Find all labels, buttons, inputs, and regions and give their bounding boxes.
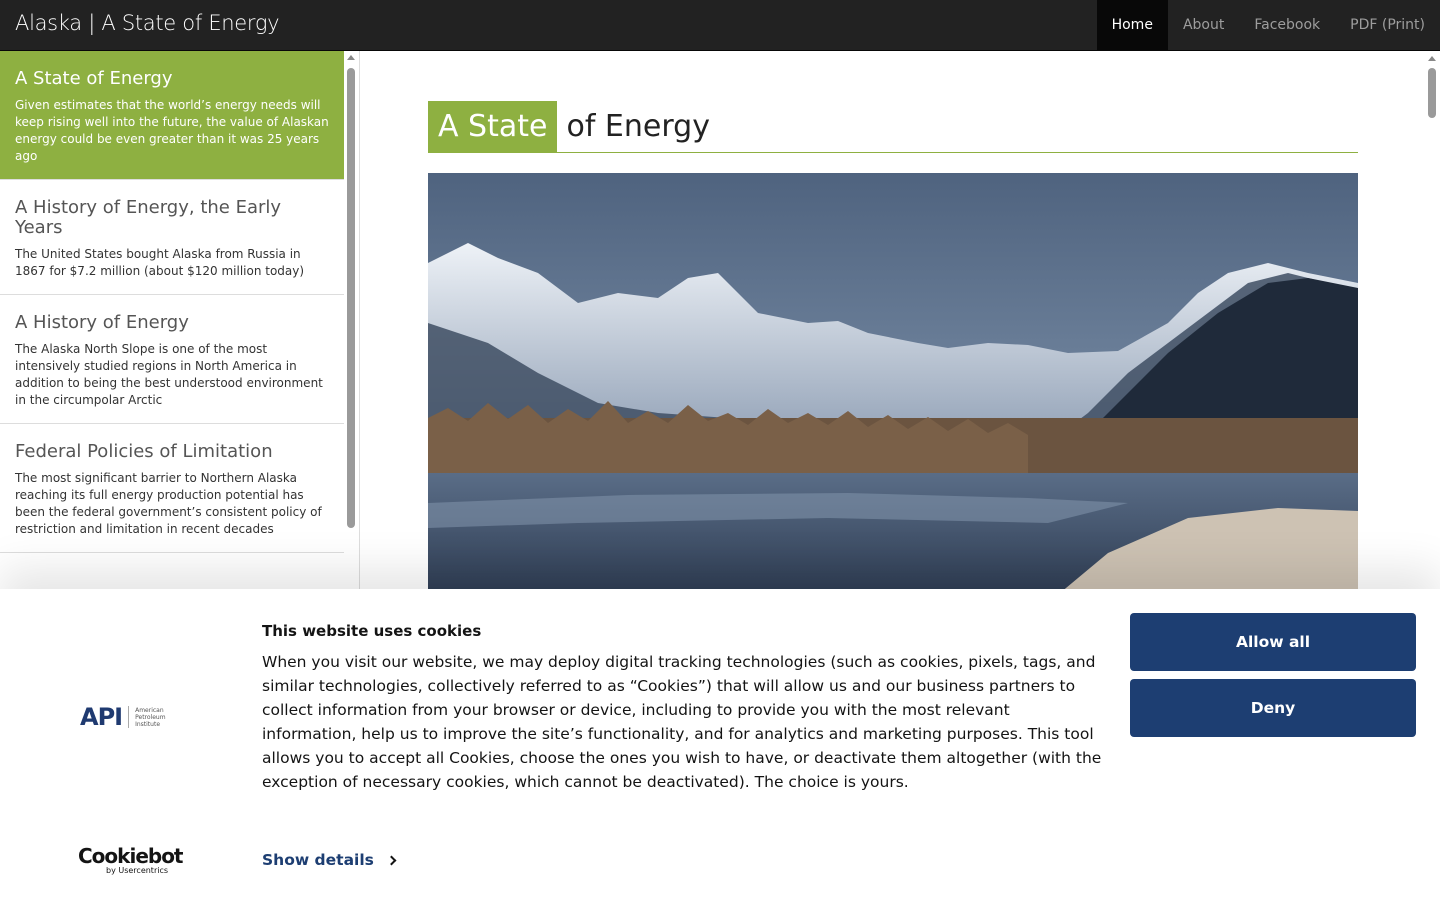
top-navbar <box>0 0 1440 51</box>
sidebar-item-state-of-energy[interactable] <box>0 51 344 180</box>
cookie-banner-body: When you visit our website, we may deploy digital tracking technologies (such as cookies, pixels, tags, and similar technologies, collectively referred to as “Cookies”) that will allow us and our business partners to collect information from your browser or device, including to provide you with the most relevant information, help us to improve the site’s functionality, and for analytics and marketing purposes. This tool allows you to accept all Cookies, choose the ones you wish to have, or deactivate them altogether (with the exception of necessary cookies, which cannot be deactivated). The choice is yours. <box>262 653 1102 791</box>
cookiebot-logo-subtext: by Usercentrics <box>106 866 169 875</box>
sidebar-item-title: Federal Policies of Limitation <box>15 441 273 462</box>
sidebar-item-title: A History of Energy <box>15 312 189 333</box>
nav-item-facebook[interactable]: Facebook <box>1254 17 1321 33</box>
nav-menu <box>1097 0 1440 50</box>
scrollbar-thumb[interactable] <box>347 68 355 528</box>
show-details-label: Show details <box>262 851 374 869</box>
site-brand[interactable]: Alaska | A State of Energy <box>15 11 280 35</box>
allow-all-button[interactable]: Allow all <box>1130 613 1416 671</box>
scroll-up-arrow-icon[interactable] <box>347 55 355 60</box>
scroll-up-arrow-icon[interactable] <box>1428 56 1436 61</box>
sidebar-item-history-of-energy[interactable] <box>0 295 344 424</box>
nav-item-about[interactable]: About <box>1182 17 1225 33</box>
page-title-highlight: A State <box>428 101 557 153</box>
nav-item-home[interactable]: Home <box>1097 0 1168 50</box>
api-logo <box>80 703 171 731</box>
hero-image <box>428 173 1358 603</box>
cookiebot-logo <box>78 844 183 875</box>
deny-button[interactable]: Deny <box>1130 679 1416 737</box>
sidebar-item-title: A History of Energy, the Early Years <box>15 197 282 238</box>
sidebar-item-desc: The United States bought Alaska from Russia in 1867 for $7.2 million (about $120 million today) <box>15 247 305 278</box>
sidebar-item-federal-policies[interactable] <box>0 424 344 553</box>
sidebar-item-desc: The most significant barrier to Northern Alaska reaching its full energy production potential has been the federal government’s consistent policy of restriction and limitation in recent decades <box>15 471 322 536</box>
api-logo-subtext: American Petroleum Institute <box>135 706 166 728</box>
cookie-banner-title: This website uses cookies <box>262 622 482 640</box>
sidebar-item-desc: The Alaska North Slope is one of the most intensively studied regions in North America in addition to being the best understood environment in the circumpolar Arctic <box>15 342 323 407</box>
scrollbar-thumb[interactable] <box>1428 68 1436 118</box>
page-title-rest: of Energy <box>566 109 710 144</box>
api-logo-divider <box>128 706 129 728</box>
cookie-banner <box>0 589 1440 900</box>
sidebar-item-history-early-years[interactable] <box>0 180 344 295</box>
page-title <box>428 101 1358 153</box>
sidebar-item-desc: Given estimates that the world’s energy needs will keep rising well into the future, the value of Alaskan energy could be even greater than it was 25 years ago <box>15 98 329 163</box>
nav-item-pdf-print[interactable]: PDF (Print) <box>1350 17 1425 33</box>
sidebar-item-title: A State of Energy <box>15 68 173 89</box>
chevron-right-icon <box>386 856 396 866</box>
cookiebot-logo-text: Cookiebot <box>78 844 183 868</box>
show-details-link[interactable] <box>262 851 395 869</box>
api-logo-mark: API <box>80 703 123 731</box>
mountain-lake-photo <box>428 173 1358 603</box>
